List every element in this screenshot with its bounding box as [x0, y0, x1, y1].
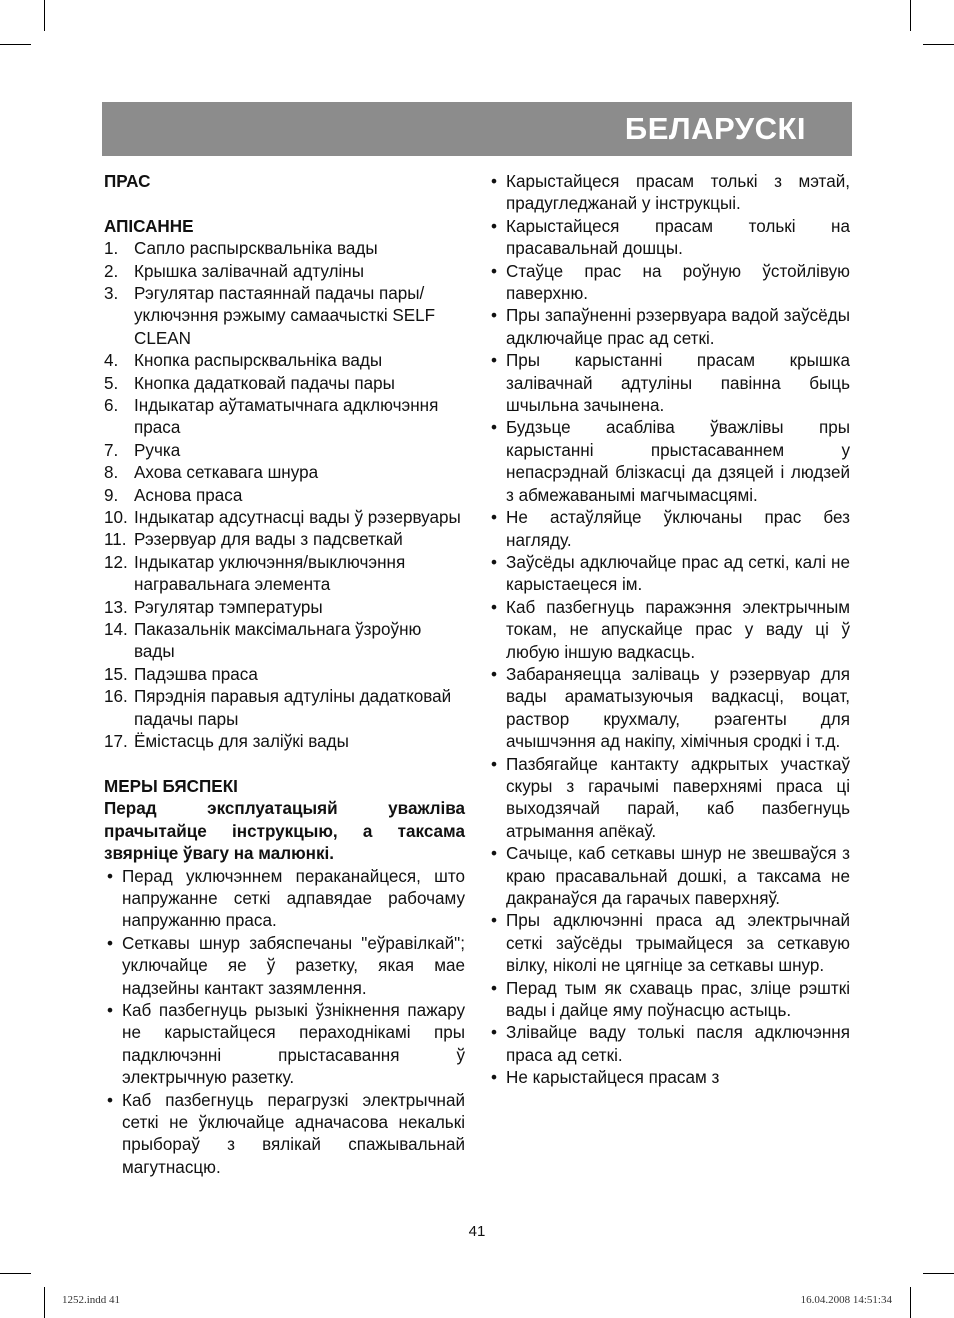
safety-item	[488, 597, 850, 664]
safety-item	[488, 978, 850, 1023]
item-text: Паказальнік максімальнага ўзроўню вады	[134, 620, 422, 662]
item-text: Індыкатар аўтаматычнага адключэння праса	[134, 396, 439, 438]
safety-item	[488, 261, 850, 306]
footer-datetime: 16.04.2008 14:51:34	[800, 1294, 892, 1306]
safety-item-text: Заўсёды адключайце прас ад сеткі, калі не карыстаецеся ім.	[506, 552, 850, 595]
left-column	[104, 171, 465, 1179]
description-item	[104, 283, 465, 350]
item-text: Аснова праса	[134, 485, 243, 505]
item-number: 11.	[104, 530, 127, 550]
safety-item	[488, 216, 850, 261]
item-number: 2.	[104, 261, 119, 281]
safety-item-text: Карыстайцеся прасам толькі з мэтай, прадугледжанай у інструкцыі.	[506, 172, 850, 214]
description-item	[104, 462, 465, 484]
description-item	[104, 552, 465, 597]
crop-mark	[44, 1287, 45, 1318]
safety-item-text: Будзьце асабліва ўважлівы пры карыстанні прыстасаваннем у непасрэднай блізкасці да дзяцей і людзей з абмежаванымі магчымасцямі.	[506, 418, 850, 505]
item-number: 12.	[104, 552, 128, 572]
bullet-icon: •	[491, 597, 497, 617]
safety-item	[104, 1090, 465, 1180]
crop-mark	[923, 44, 954, 45]
safety-item-text: Не астаўляйце ўключаны прас без нагляду.	[506, 508, 850, 550]
safety-item-text: Злівайце ваду толькі пасля адключэння праса ад сеткі.	[506, 1023, 850, 1065]
description-item	[104, 395, 465, 440]
crop-mark	[910, 0, 911, 31]
bullet-icon: •	[491, 216, 497, 236]
item-text: Кнопка дадатковай падачы пары	[134, 373, 395, 393]
description-item	[104, 238, 465, 260]
item-text: Рэгулятар тэмпературы	[134, 597, 323, 617]
bullet-icon: •	[491, 844, 497, 864]
safety-list-left	[104, 866, 465, 1180]
bullet-icon: •	[491, 508, 497, 528]
item-text: Падэшва праса	[134, 664, 258, 684]
item-text: Кнопка распырсквальніка вады	[134, 351, 383, 371]
safety-item	[488, 507, 850, 552]
safety-item	[488, 754, 850, 844]
crop-mark	[0, 44, 31, 45]
bullet-icon: •	[107, 1000, 113, 1020]
description-list	[104, 238, 465, 753]
safety-item	[488, 417, 850, 507]
safety-item	[488, 350, 850, 417]
description-heading: АПІСАННЕ	[104, 216, 194, 236]
safety-item-text: Не карыстайцеся прасам з	[506, 1068, 720, 1088]
safety-item-text: Карыстайцеся прасам толькі на прасавальнай дошцы.	[506, 216, 850, 259]
item-text: Ручка	[134, 440, 181, 460]
safety-intro: Перад эксплуатацыяй уважліва прачытайце інструкцыю, а таксама звярніце ўвагу на малюнкі.	[104, 799, 465, 864]
bullet-icon: •	[491, 911, 497, 931]
bullet-icon: •	[491, 664, 497, 684]
safety-item-text: Сачыце, каб сеткавы шнур не звешваўся з краю прасавальнай дошкі, а таксама не дакранаўся да гарачых паверхняў.	[506, 844, 850, 908]
bullet-icon: •	[491, 351, 497, 371]
item-number: 8.	[104, 463, 119, 483]
safety-item-text: Пры карыстанні прасам крышка залівачнай адтуліны павінна быць шчыльна зачынена.	[506, 351, 850, 416]
description-item	[104, 529, 465, 551]
description-item	[104, 485, 465, 507]
item-number: 4.	[104, 351, 119, 371]
item-number: 17.	[104, 732, 128, 752]
bullet-icon: •	[491, 552, 497, 572]
safety-item-text: Каб пазбегнуць паражэння электрычным токам, не апускайце прас у ваду ці ў любую іншую вадкасць.	[506, 597, 850, 662]
item-number: 9.	[104, 485, 119, 505]
safety-list-right	[488, 171, 850, 1090]
item-text: Індыкатар адсутнасці вады ў рэзервуары	[134, 508, 461, 528]
description-item	[104, 507, 465, 529]
safety-item	[104, 933, 465, 1000]
safety-item-text: Стаўце прас на роўную ўстойлівую паверхню.	[506, 261, 850, 304]
safety-item-text: Сеткавы шнур забяспечаны "еўравілкай"; уключайце яе ў разетку, якая мае надзейны кантакт зазямлення.	[122, 933, 465, 998]
bullet-icon: •	[491, 261, 497, 281]
language-header-bar	[102, 102, 852, 156]
item-number: 13.	[104, 597, 128, 617]
description-item	[104, 440, 465, 462]
bullet-icon: •	[491, 172, 497, 191]
item-text: Рэзервуар для вады з падсветкай	[134, 530, 403, 550]
safety-item	[104, 866, 465, 933]
item-number: 7.	[104, 440, 119, 460]
safety-item-text: Забараняецца заліваць у рэзервуар для вады араматызуючыя вадкасці, воцат, раствор крухмалу, рэагенты для ачышчэння ад накіпу, хімічныя сродкі і т.д.	[506, 664, 850, 752]
description-item	[104, 731, 465, 753]
safety-item-text: Перад тым як схаваць прас, зліце рэшткі вады і дайце яму поўнасцю астыць.	[506, 978, 850, 1021]
bullet-icon: •	[491, 306, 497, 326]
bullet-icon: •	[107, 866, 113, 886]
safety-item	[488, 552, 850, 597]
product-title: ПРАС	[104, 172, 151, 191]
item-number: 16.	[104, 687, 128, 707]
safety-item	[488, 1022, 850, 1067]
item-text: Пярэднія паравыя адтуліны дадатковай падачы пары	[134, 687, 452, 729]
item-text: Ахова сеткавага шнура	[134, 463, 319, 483]
safety-item	[488, 1067, 850, 1089]
item-number: 15.	[104, 664, 128, 684]
bullet-icon: •	[491, 418, 497, 438]
description-item	[104, 686, 465, 731]
safety-item	[488, 910, 850, 977]
safety-item-text: Пры запаўненні рэзервуара вадой заўсёды адключайце прас ад сеткі.	[506, 306, 850, 348]
language-title: БЕЛАРУСКІ	[624, 111, 806, 146]
crop-mark	[923, 1273, 954, 1274]
item-text: Рэгулятар пастаяннай падачы пары/ уключэння рэжыму самаачысткі SELF CLEAN	[134, 283, 436, 348]
crop-mark	[44, 0, 45, 31]
item-number: 3.	[104, 283, 119, 303]
description-item	[104, 350, 465, 372]
bullet-icon: •	[491, 978, 497, 998]
description-item	[104, 664, 465, 686]
item-number: 10.	[104, 508, 128, 528]
footer-file: 1252.indd 41	[62, 1294, 121, 1306]
item-text: Крышка залівачнай адтуліны	[134, 261, 365, 281]
item-text: Індыкатар уключэння/выключэння награвальнага элемента	[134, 552, 406, 595]
safety-item-text: Каб пазбегнуць рызыкі ўзнікнення пажару не карыстайцеся пераходнікамі пры падключэнні прыстасавання ў электрычную разетку.	[122, 1000, 465, 1088]
bullet-icon: •	[491, 1068, 497, 1088]
crop-mark	[0, 1273, 31, 1274]
bullet-icon: •	[107, 1090, 113, 1110]
safety-item-text: Перад уключэннем пераканайцеся, што напружанне сеткі адпавядае рабочаму напружанню праса.	[122, 866, 465, 931]
description-item	[104, 373, 465, 395]
crop-mark	[910, 1287, 911, 1318]
bullet-icon: •	[491, 754, 497, 774]
item-number: 14.	[104, 620, 128, 640]
safety-item-text: Каб пазбегнуць перагрузкі электрычнай сеткі не ўключайце адначасова некалькі прыбораў з вялікай спажывальнай магутнасцю.	[122, 1090, 465, 1177]
safety-item	[488, 664, 850, 754]
safety-item	[104, 1000, 465, 1090]
description-item	[104, 261, 465, 283]
item-number: 6.	[104, 396, 119, 416]
safety-heading: МЕРЫ БЯСПЕКІ	[104, 776, 238, 796]
safety-item	[488, 843, 850, 910]
safety-item	[488, 171, 850, 216]
item-text: Ёмістасць для заліўкі вады	[134, 732, 349, 752]
bullet-icon: •	[107, 933, 113, 953]
bullet-icon: •	[491, 1023, 497, 1043]
description-item	[104, 597, 465, 619]
safety-item-text: Пры адключэнні праса ад электрычнай сеткі заўсёды трымайцеся за сеткавую вілку, ніколі не цягніце за сеткавы шнур.	[506, 911, 850, 976]
description-item	[104, 619, 465, 664]
page-number: 41	[468, 1223, 486, 1240]
item-number: 5.	[104, 373, 119, 393]
item-text: Сапло распырсквальніка вады	[134, 239, 378, 259]
item-number: 1.	[104, 239, 119, 259]
safety-item-text: Пазбягайце кантакту адкрытых участкаў скуры з гарачымі паверхнямі праса ці выходзячай парай, каб пазбегнуць атрымання апёкаў.	[506, 754, 850, 841]
right-column	[488, 171, 850, 1090]
safety-item	[488, 305, 850, 350]
